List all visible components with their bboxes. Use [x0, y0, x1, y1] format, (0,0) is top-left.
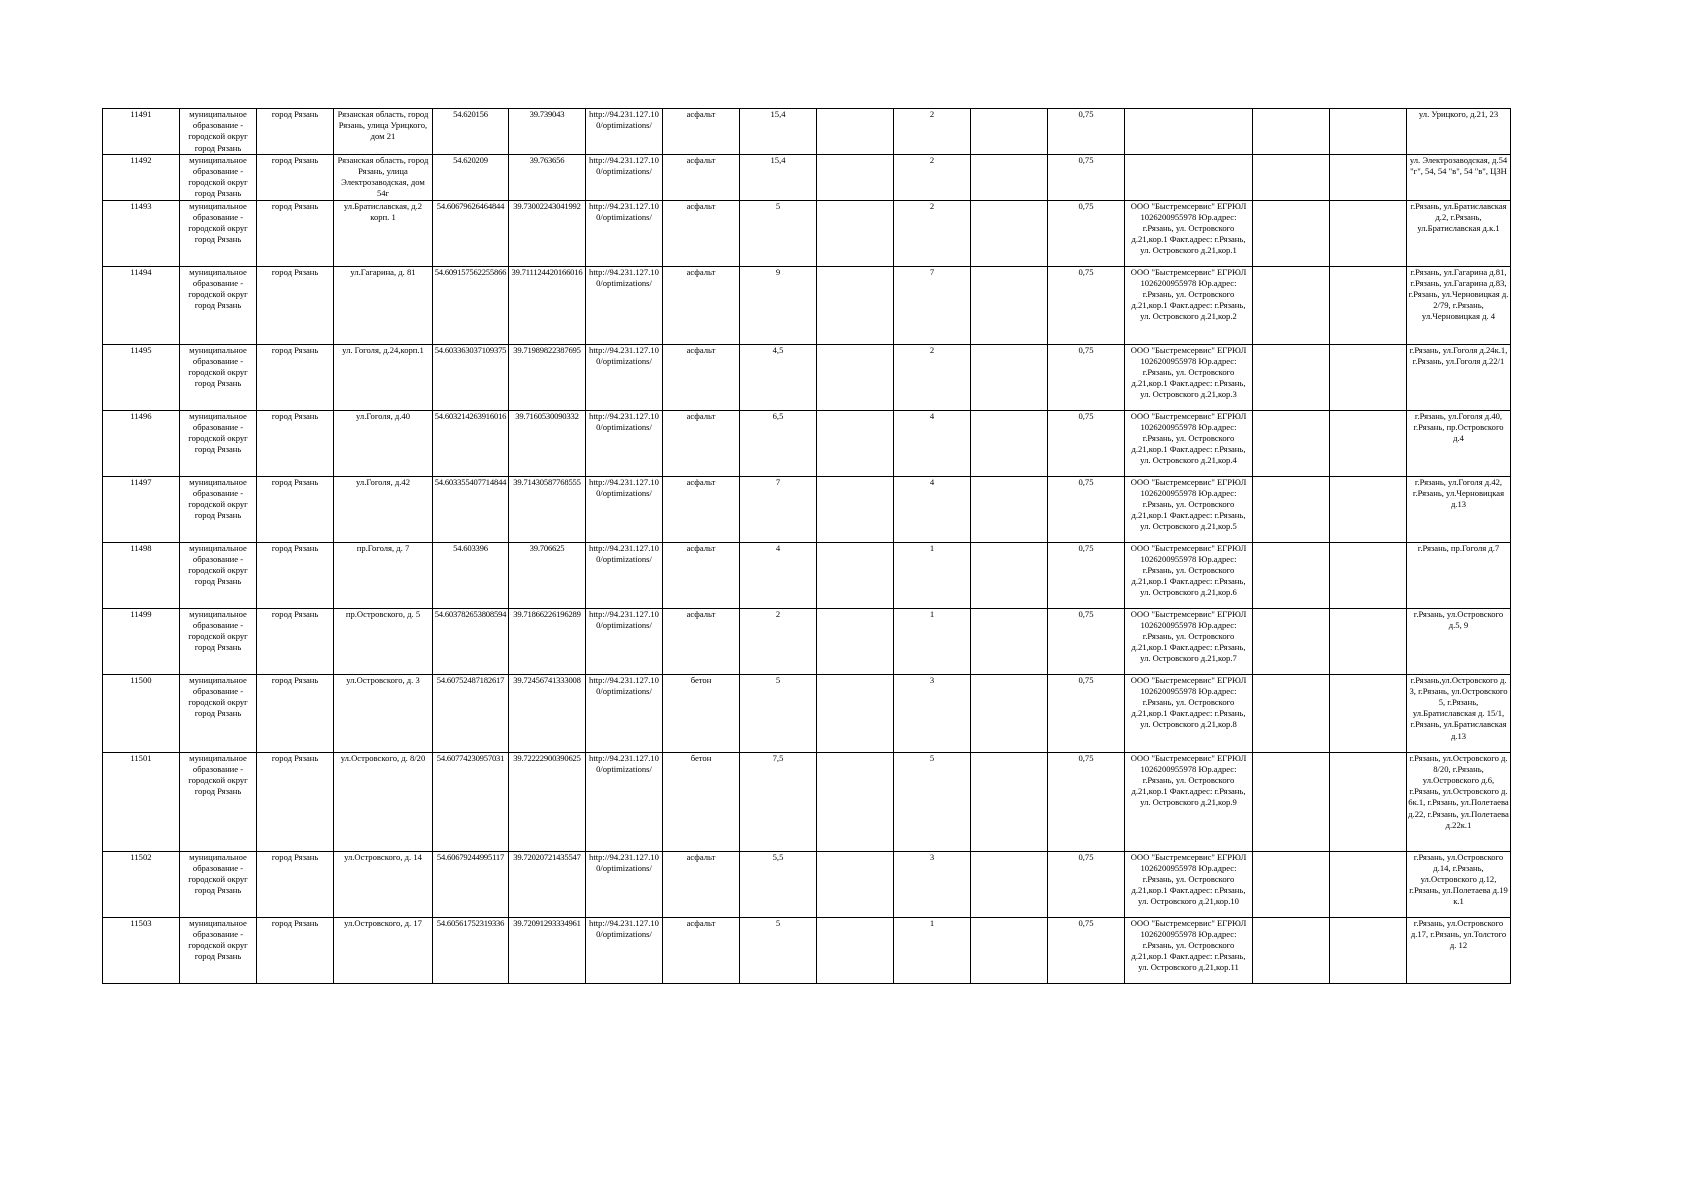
- site-id-cell: 11492: [103, 154, 180, 200]
- surface-type-cell: асфальт: [663, 109, 740, 155]
- container-volume-cell: 0,75: [1048, 109, 1125, 155]
- container-volume-cell: 0,75: [1048, 851, 1125, 917]
- site-id-cell: 11496: [103, 410, 180, 476]
- empty-cell-cell: [1330, 344, 1407, 410]
- empty-cell-cell: [971, 476, 1048, 542]
- map-link-cell: http://94.231.127.10 0/optimizations/: [586, 266, 663, 344]
- municipality-cell: муниципальное образование - городской округ город Рязань: [180, 917, 257, 983]
- longitude-cell: 39.7160530090332: [509, 410, 586, 476]
- container-volume-cell: 0,75: [1048, 344, 1125, 410]
- area-cell: 15,4: [740, 154, 817, 200]
- map-link-cell: http://94.231.127.10 0/optimizations/: [586, 344, 663, 410]
- address-cell: пр.Островского, д. 5: [334, 608, 433, 674]
- table-row: [103, 410, 1511, 476]
- container-volume-cell: 0,75: [1048, 266, 1125, 344]
- empty-cell-cell: [817, 154, 894, 200]
- container-count-cell: 5: [894, 752, 971, 851]
- map-link-cell: http://94.231.127.10 0/optimizations/: [586, 109, 663, 155]
- served-addresses-cell: г.Рязань, пр.Гоголя д.7: [1407, 542, 1511, 608]
- empty-cell-cell: [1253, 410, 1330, 476]
- table-row: [103, 674, 1511, 752]
- area-cell: 5: [740, 200, 817, 266]
- latitude-cell: 54.60679244995117: [433, 851, 509, 917]
- longitude-cell: 39.73002243041992: [509, 200, 586, 266]
- table-row: [103, 476, 1511, 542]
- empty-cell-cell: [971, 752, 1048, 851]
- surface-type-cell: асфальт: [663, 476, 740, 542]
- owner-info-cell: ООО "Быстремсервис" ЕГРЮЛ 1026200955978 Юр.адрес: г.Рязань, ул. Островского д.21,кор.1 Факт.адрес: г.Рязань, ул. Островского д.21,кор.11: [1125, 917, 1253, 983]
- map-link-cell: http://94.231.127.10 0/optimizations/: [586, 154, 663, 200]
- municipality-cell: муниципальное образование - городской округ город Рязань: [180, 200, 257, 266]
- container-volume-cell: 0,75: [1048, 917, 1125, 983]
- empty-cell-cell: [971, 542, 1048, 608]
- area-cell: 5: [740, 674, 817, 752]
- owner-info-cell: ООО "Быстремсервис" ЕГРЮЛ 1026200955978 Юр.адрес: г.Рязань, ул. Островского д.21,кор.1 Факт.адрес: г.Рязань, ул. Островского д.21,кор.2: [1125, 266, 1253, 344]
- table-row: [103, 200, 1511, 266]
- empty-cell-cell: [1253, 851, 1330, 917]
- map-link-cell: http://94.231.127.10 0/optimizations/: [586, 410, 663, 476]
- empty-cell-cell: [1253, 266, 1330, 344]
- owner-info-cell: ООО "Быстремсервис" ЕГРЮЛ 1026200955978 Юр.адрес: г.Рязань, ул. Островского д.21,кор.1 Факт.адрес: г.Рязань, ул. Островского д.21,кор.7: [1125, 608, 1253, 674]
- served-addresses-cell: г.Рязань, ул.Островского д.5, 9: [1407, 608, 1511, 674]
- container-volume-cell: 0,75: [1048, 476, 1125, 542]
- locality-cell: город Рязань: [257, 109, 334, 155]
- site-id-cell: 11501: [103, 752, 180, 851]
- empty-cell-cell: [817, 752, 894, 851]
- empty-cell-cell: [1253, 109, 1330, 155]
- address-cell: ул.Островского, д. 17: [334, 917, 433, 983]
- owner-info-cell: ООО "Быстремсервис" ЕГРЮЛ 1026200955978 Юр.адрес: г.Рязань, ул. Островского д.21,кор.1 Факт.адрес: г.Рязань, ул. Островского д.21,кор.3: [1125, 344, 1253, 410]
- empty-cell-cell: [817, 476, 894, 542]
- empty-cell-cell: [817, 674, 894, 752]
- area-cell: 15,4: [740, 109, 817, 155]
- container-count-cell: 2: [894, 109, 971, 155]
- empty-cell-cell: [1253, 154, 1330, 200]
- locality-cell: город Рязань: [257, 917, 334, 983]
- address-cell: ул.Гагарина, д. 81: [334, 266, 433, 344]
- container-count-cell: 2: [894, 154, 971, 200]
- served-addresses-cell: г.Рязань, ул.Островского д.17, г.Рязань, ул.Толстого д. 12: [1407, 917, 1511, 983]
- served-addresses-cell: ул. Урицкого, д.21, 23: [1407, 109, 1511, 155]
- owner-info-cell: [1125, 109, 1253, 155]
- municipality-cell: муниципальное образование - городской округ город Рязань: [180, 154, 257, 200]
- map-link-cell: http://94.231.127.10 0/optimizations/: [586, 200, 663, 266]
- address-cell: ул.Гоголя, д.40: [334, 410, 433, 476]
- area-cell: 9: [740, 266, 817, 344]
- address-cell: ул. Гоголя, д.24,корп.1: [334, 344, 433, 410]
- address-cell: ул.Братиславская, д.2 корп. 1: [334, 200, 433, 266]
- longitude-cell: 39.711124420166016: [509, 266, 586, 344]
- container-count-cell: 2: [894, 200, 971, 266]
- area-cell: 4,5: [740, 344, 817, 410]
- site-id-cell: 11494: [103, 266, 180, 344]
- municipality-cell: муниципальное образование - городской округ город Рязань: [180, 851, 257, 917]
- owner-info-cell: ООО "Быстремсервис" ЕГРЮЛ 1026200955978 Юр.адрес: г.Рязань, ул. Островского д.21,кор.1 Факт.адрес: г.Рязань, ул. Островского д.21,кор.5: [1125, 476, 1253, 542]
- site-id-cell: 11503: [103, 917, 180, 983]
- empty-cell-cell: [1330, 752, 1407, 851]
- site-id-cell: 11497: [103, 476, 180, 542]
- municipality-cell: муниципальное образование - городской округ город Рязань: [180, 542, 257, 608]
- longitude-cell: 39.72091293334961: [509, 917, 586, 983]
- latitude-cell: 54.603363037109375: [433, 344, 509, 410]
- served-addresses-cell: г.Рязань, ул.Гагарина д.81, г.Рязань, ул.Гагарина д.83, г.Рязань, ул.Черновицкая д. 2/79, г.Рязань, ул.Черновицкая д. 4: [1407, 266, 1511, 344]
- site-id-cell: 11502: [103, 851, 180, 917]
- served-addresses-cell: ул. Электрозаводская, д.54 "г", 54, 54 "в", 54 "в", ЦЗН: [1407, 154, 1511, 200]
- area-cell: 4: [740, 542, 817, 608]
- longitude-cell: 39.72456741333008: [509, 674, 586, 752]
- served-addresses-cell: г.Рязань, ул.Островского д. 8/20, г.Рязань, ул.Островского д.6, г.Рязань, ул.Островского д. 6к.1, г.Рязань, ул.Полетаева д.22, г.Рязань, ул.Полетаева д.22к.1: [1407, 752, 1511, 851]
- longitude-cell: 39.72222900390625: [509, 752, 586, 851]
- container-count-cell: 4: [894, 476, 971, 542]
- registry-table: [102, 108, 1511, 984]
- latitude-cell: 54.603355407714844: [433, 476, 509, 542]
- container-volume-cell: 0,75: [1048, 200, 1125, 266]
- municipality-cell: муниципальное образование - городской округ город Рязань: [180, 674, 257, 752]
- container-volume-cell: 0,75: [1048, 542, 1125, 608]
- locality-cell: город Рязань: [257, 851, 334, 917]
- empty-cell-cell: [817, 109, 894, 155]
- empty-cell-cell: [1330, 674, 1407, 752]
- table-row: [103, 266, 1511, 344]
- empty-cell-cell: [817, 917, 894, 983]
- table-row: [103, 344, 1511, 410]
- empty-cell-cell: [971, 917, 1048, 983]
- locality-cell: город Рязань: [257, 752, 334, 851]
- area-cell: 7: [740, 476, 817, 542]
- container-count-cell: 1: [894, 542, 971, 608]
- empty-cell-cell: [1253, 200, 1330, 266]
- empty-cell-cell: [817, 851, 894, 917]
- locality-cell: город Рязань: [257, 410, 334, 476]
- empty-cell-cell: [971, 344, 1048, 410]
- surface-type-cell: асфальт: [663, 344, 740, 410]
- locality-cell: город Рязань: [257, 344, 334, 410]
- table-row: [103, 542, 1511, 608]
- surface-type-cell: асфальт: [663, 410, 740, 476]
- container-count-cell: 1: [894, 608, 971, 674]
- latitude-cell: 54.620209: [433, 154, 509, 200]
- empty-cell-cell: [1253, 917, 1330, 983]
- surface-type-cell: асфальт: [663, 917, 740, 983]
- empty-cell-cell: [817, 200, 894, 266]
- container-volume-cell: 0,75: [1048, 674, 1125, 752]
- municipality-cell: муниципальное образование - городской округ город Рязань: [180, 266, 257, 344]
- address-cell: Рязанская область, город Рязань, улица Урицкого, дом 21: [334, 109, 433, 155]
- empty-cell-cell: [971, 410, 1048, 476]
- longitude-cell: 39.71989822387695: [509, 344, 586, 410]
- surface-type-cell: бетон: [663, 674, 740, 752]
- municipality-cell: муниципальное образование - городской округ город Рязань: [180, 608, 257, 674]
- area-cell: 5,5: [740, 851, 817, 917]
- container-volume-cell: 0,75: [1048, 608, 1125, 674]
- longitude-cell: 39.706625: [509, 542, 586, 608]
- surface-type-cell: асфальт: [663, 154, 740, 200]
- latitude-cell: 54.60752487182617: [433, 674, 509, 752]
- empty-cell-cell: [1330, 200, 1407, 266]
- table-row: [103, 851, 1511, 917]
- container-count-cell: 3: [894, 674, 971, 752]
- address-cell: ул.Островского, д. 3: [334, 674, 433, 752]
- address-cell: ул.Островского, д. 8/20: [334, 752, 433, 851]
- site-id-cell: 11493: [103, 200, 180, 266]
- site-id-cell: 11491: [103, 109, 180, 155]
- area-cell: 7,5: [740, 752, 817, 851]
- map-link-cell: http://94.231.127.10 0/optimizations/: [586, 752, 663, 851]
- empty-cell-cell: [1330, 476, 1407, 542]
- owner-info-cell: [1125, 154, 1253, 200]
- area-cell: 5: [740, 917, 817, 983]
- map-link-cell: http://94.231.127.10 0/optimizations/: [586, 542, 663, 608]
- empty-cell-cell: [1253, 476, 1330, 542]
- owner-info-cell: ООО "Быстремсервис" ЕГРЮЛ 1026200955978 Юр.адрес: г.Рязань, ул. Островского д.21,кор.1 Факт.адрес: г.Рязань, ул. Островского д.21,кор.9: [1125, 752, 1253, 851]
- empty-cell-cell: [1253, 752, 1330, 851]
- latitude-cell: 54.60679626464844: [433, 200, 509, 266]
- empty-cell-cell: [817, 542, 894, 608]
- municipality-cell: муниципальное образование - городской округ город Рязань: [180, 476, 257, 542]
- empty-cell-cell: [1330, 851, 1407, 917]
- empty-cell-cell: [1330, 410, 1407, 476]
- table-row: [103, 917, 1511, 983]
- municipality-cell: муниципальное образование - городской округ город Рязань: [180, 752, 257, 851]
- locality-cell: город Рязань: [257, 154, 334, 200]
- container-volume-cell: 0,75: [1048, 410, 1125, 476]
- surface-type-cell: асфальт: [663, 200, 740, 266]
- empty-cell-cell: [1253, 674, 1330, 752]
- empty-cell-cell: [817, 266, 894, 344]
- container-count-cell: 4: [894, 410, 971, 476]
- empty-cell-cell: [817, 608, 894, 674]
- map-link-cell: http://94.231.127.10 0/optimizations/: [586, 851, 663, 917]
- latitude-cell: 54.60561752319336: [433, 917, 509, 983]
- map-link-cell: http://94.231.127.10 0/optimizations/: [586, 917, 663, 983]
- served-addresses-cell: г.Рязань, ул.Островского д.14, г.Рязань, ул.Островского д.12, г.Рязань, ул.Полетаева д.19 к.1: [1407, 851, 1511, 917]
- table-row: [103, 109, 1511, 155]
- site-id-cell: 11495: [103, 344, 180, 410]
- table-row: [103, 752, 1511, 851]
- longitude-cell: 39.71430587768555: [509, 476, 586, 542]
- surface-type-cell: асфальт: [663, 851, 740, 917]
- served-addresses-cell: г.Рязань, ул.Гоголя д.42, г.Рязань, ул.Черновицкая д.13: [1407, 476, 1511, 542]
- owner-info-cell: ООО "Быстремсервис" ЕГРЮЛ 1026200955978 Юр.адрес: г.Рязань, ул. Островского д.21,кор.1 Факт.адрес: г.Рязань, ул. Островского д.21,кор.4: [1125, 410, 1253, 476]
- table-body: [103, 109, 1511, 984]
- locality-cell: город Рязань: [257, 542, 334, 608]
- empty-cell-cell: [817, 344, 894, 410]
- longitude-cell: 39.739043: [509, 109, 586, 155]
- served-addresses-cell: г.Рязань,ул.Островского д. 3, г.Рязань, ул.Островского 5, г.Рязань, ул.Братиславская д. 15/1, г.Рязань, ул.Братиславская д.13: [1407, 674, 1511, 752]
- latitude-cell: 54.603396: [433, 542, 509, 608]
- locality-cell: город Рязань: [257, 200, 334, 266]
- area-cell: 2: [740, 608, 817, 674]
- empty-cell-cell: [1330, 542, 1407, 608]
- container-count-cell: 3: [894, 851, 971, 917]
- site-id-cell: 11498: [103, 542, 180, 608]
- owner-info-cell: ООО "Быстремсервис" ЕГРЮЛ 1026200955978 Юр.адрес: г.Рязань, ул. Островского д.21,кор.1 Факт.адрес: г.Рязань, ул. Островского д.21,кор.8: [1125, 674, 1253, 752]
- surface-type-cell: асфальт: [663, 542, 740, 608]
- empty-cell-cell: [971, 851, 1048, 917]
- latitude-cell: 54.603782653808594: [433, 608, 509, 674]
- empty-cell-cell: [971, 154, 1048, 200]
- longitude-cell: 39.763656: [509, 154, 586, 200]
- empty-cell-cell: [1330, 154, 1407, 200]
- site-id-cell: 11499: [103, 608, 180, 674]
- area-cell: 6,5: [740, 410, 817, 476]
- empty-cell-cell: [971, 674, 1048, 752]
- map-link-cell: http://94.231.127.10 0/optimizations/: [586, 476, 663, 542]
- locality-cell: город Рязань: [257, 674, 334, 752]
- map-link-cell: http://94.231.127.10 0/optimizations/: [586, 674, 663, 752]
- empty-cell-cell: [1253, 608, 1330, 674]
- empty-cell-cell: [971, 200, 1048, 266]
- container-volume-cell: 0,75: [1048, 752, 1125, 851]
- owner-info-cell: ООО "Быстремсервис" ЕГРЮЛ 1026200955978 Юр.адрес: г.Рязань, ул. Островского д.21,кор.1 Факт.адрес: г.Рязань, ул. Островского д.21,кор.1: [1125, 200, 1253, 266]
- empty-cell-cell: [1330, 917, 1407, 983]
- empty-cell-cell: [1330, 266, 1407, 344]
- latitude-cell: 54.620156: [433, 109, 509, 155]
- empty-cell-cell: [971, 608, 1048, 674]
- empty-cell-cell: [817, 410, 894, 476]
- table-row: [103, 154, 1511, 200]
- address-cell: ул.Островского, д. 14: [334, 851, 433, 917]
- container-count-cell: 7: [894, 266, 971, 344]
- container-count-cell: 2: [894, 344, 971, 410]
- map-link-cell: http://94.231.127.10 0/optimizations/: [586, 608, 663, 674]
- surface-type-cell: асфальт: [663, 608, 740, 674]
- site-id-cell: 11500: [103, 674, 180, 752]
- locality-cell: город Рязань: [257, 476, 334, 542]
- empty-cell-cell: [1253, 344, 1330, 410]
- surface-type-cell: бетон: [663, 752, 740, 851]
- empty-cell-cell: [1330, 109, 1407, 155]
- served-addresses-cell: г.Рязань, ул.Братиславская д.2, г.Рязань, ул.Братиславская д.к.1: [1407, 200, 1511, 266]
- latitude-cell: 54.60774230957031: [433, 752, 509, 851]
- served-addresses-cell: г.Рязань, ул.Гоголя д.24к.1, г.Рязань, ул.Гоголя д.22/1: [1407, 344, 1511, 410]
- address-cell: пр.Гоголя, д. 7: [334, 542, 433, 608]
- table-row: [103, 608, 1511, 674]
- municipality-cell: муниципальное образование - городской округ город Рязань: [180, 410, 257, 476]
- locality-cell: город Рязань: [257, 608, 334, 674]
- empty-cell-cell: [1253, 542, 1330, 608]
- municipality-cell: муниципальное образование - городской округ город Рязань: [180, 109, 257, 155]
- container-count-cell: 1: [894, 917, 971, 983]
- owner-info-cell: ООО "Быстремсервис" ЕГРЮЛ 1026200955978 Юр.адрес: г.Рязань, ул. Островского д.21,кор.1 Факт.адрес: г.Рязань, ул. Островского д.21,кор.10: [1125, 851, 1253, 917]
- longitude-cell: 39.71866226196289: [509, 608, 586, 674]
- empty-cell-cell: [971, 266, 1048, 344]
- served-addresses-cell: г.Рязань, ул.Гоголя д.40, г.Рязань, пр.Островского д.4: [1407, 410, 1511, 476]
- owner-info-cell: ООО "Быстремсервис" ЕГРЮЛ 1026200955978 Юр.адрес: г.Рязань, ул. Островского д.21,кор.1 Факт.адрес: г.Рязань, ул. Островского д.21,кор.6: [1125, 542, 1253, 608]
- empty-cell-cell: [971, 109, 1048, 155]
- locality-cell: город Рязань: [257, 266, 334, 344]
- latitude-cell: 54.609157562255866: [433, 266, 509, 344]
- address-cell: ул.Гоголя, д.42: [334, 476, 433, 542]
- latitude-cell: 54.603214263916016: [433, 410, 509, 476]
- address-cell: Рязанская область, город Рязань, улица Электрозаводская, дом 54г: [334, 154, 433, 200]
- container-volume-cell: 0,75: [1048, 154, 1125, 200]
- surface-type-cell: асфальт: [663, 266, 740, 344]
- empty-cell-cell: [1330, 608, 1407, 674]
- municipality-cell: муниципальное образование - городской округ город Рязань: [180, 344, 257, 410]
- longitude-cell: 39.72020721435547: [509, 851, 586, 917]
